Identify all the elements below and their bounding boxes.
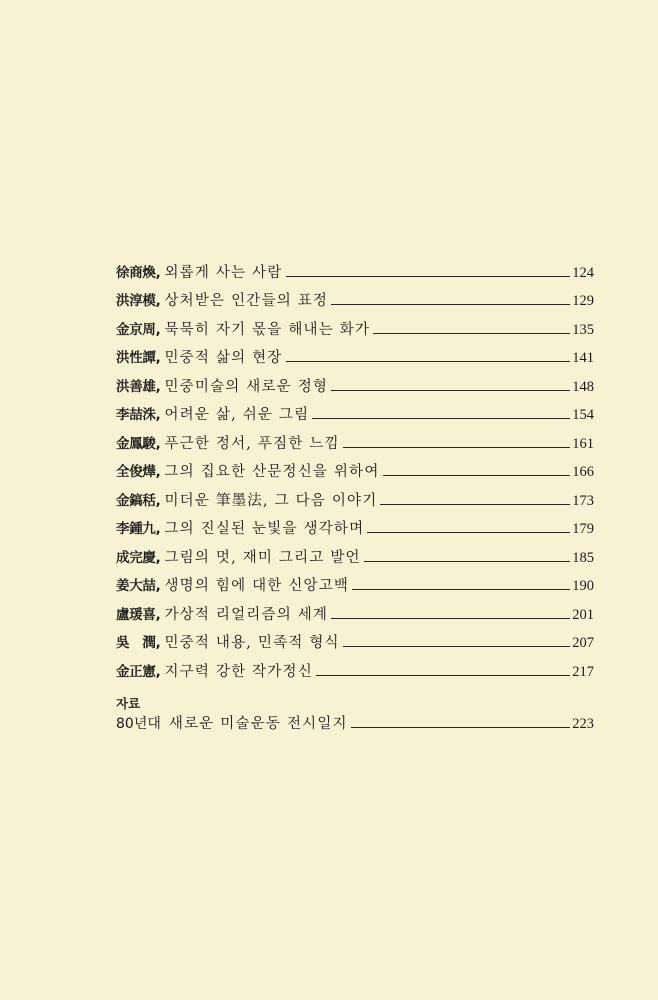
toc-entry[interactable] (116, 510, 594, 539)
page-number: 124 (572, 264, 594, 281)
toc-entry[interactable] (116, 453, 594, 482)
page-number: 207 (572, 635, 594, 651)
toc-entry[interactable] (116, 367, 594, 396)
essay-title: 묵묵히 자기 몫을 해내는 화가 (164, 321, 371, 338)
page-number: 161 (572, 435, 594, 452)
author-name: 徐商煥, (116, 264, 161, 281)
page-number: 135 (572, 321, 594, 338)
author-name: 李鍾九, (116, 521, 161, 537)
essay-title: 민중적 삶의 현장 (164, 350, 283, 366)
essay-title: 외롭게 사는 사람 (164, 264, 283, 281)
author-name: 洪淳模, (116, 293, 161, 309)
essay-title: 지구력 강한 작가정신 (164, 663, 313, 680)
page-number: 154 (572, 407, 594, 423)
page-number: 190 (572, 578, 594, 594)
toc-entry[interactable] (116, 624, 594, 653)
dot-leader (286, 361, 571, 362)
dot-leader (383, 475, 571, 476)
page-number: 129 (572, 293, 594, 309)
dot-leader (331, 304, 570, 305)
author-name: 吳 潤, (116, 635, 161, 651)
page-number: 179 (572, 521, 594, 537)
essay-title: 가상적 리얼리즘의 세계 (164, 606, 329, 623)
toc-entry[interactable] (116, 538, 594, 567)
dot-leader (312, 418, 570, 419)
toc-entry[interactable] (116, 567, 594, 596)
toc-entry[interactable] (116, 253, 594, 282)
essay-title: 미더운 筆墨法, 그 다음 이야기 (164, 492, 378, 509)
author-name: 姜大喆, (116, 578, 161, 594)
toc-entry[interactable] (116, 652, 594, 681)
toc-entry[interactable] (116, 481, 594, 510)
essay-title: 민중적 내용, 민족적 형식 (164, 635, 340, 651)
appendix-entry[interactable] (116, 711, 594, 733)
page-number: 166 (572, 464, 594, 480)
page-number: 223 (572, 716, 594, 732)
author-name: 洪善雄, (116, 378, 161, 395)
appendix-section (116, 697, 594, 733)
essay-title: 그림의 멋, 재미 그리고 발언 (164, 549, 361, 566)
toc-entry[interactable] (116, 310, 594, 339)
author-name: 金京周, (116, 321, 161, 338)
table-of-contents (116, 253, 594, 681)
dot-leader (364, 561, 570, 562)
appendix-label: 자료 (116, 696, 141, 711)
dot-leader (367, 532, 570, 533)
essay-title: 생명의 힘에 대한 신앙고백 (164, 578, 350, 594)
essay-title: 그의 진실된 눈빛을 생각하며 (164, 521, 365, 537)
dot-leader (343, 646, 571, 647)
essay-title: 그의 집요한 산문정신을 위하여 (164, 464, 380, 480)
essay-title: 어려운 삶, 쉬운 그림 (164, 407, 310, 423)
author-name: 洪性譚, (116, 350, 161, 366)
dot-leader (352, 589, 570, 590)
dot-leader (286, 276, 571, 277)
page-number: 173 (572, 492, 594, 509)
author-name: 金鳳駿, (116, 435, 161, 452)
page-number: 185 (572, 549, 594, 566)
page-number: 201 (572, 606, 594, 623)
author-name: 成完慶, (116, 549, 161, 566)
dot-leader (331, 618, 570, 619)
toc-entry[interactable] (116, 396, 594, 425)
author-name: 李喆洙, (116, 407, 161, 423)
essay-title: 상처받은 인간들의 표정 (164, 293, 329, 309)
author-name: 金正憲, (116, 663, 161, 680)
dot-leader (331, 390, 570, 391)
author-name: 盧瑗喜, (116, 606, 161, 623)
appendix-title: 새로운 미술운동 전시일지 (168, 716, 348, 732)
appendix-prefix: 80년대 (116, 716, 161, 732)
author-name: 金鎬秳, (116, 492, 161, 509)
toc-entry[interactable] (116, 424, 594, 453)
toc-entry[interactable] (116, 595, 594, 624)
dot-leader (373, 333, 570, 334)
toc-entry[interactable] (116, 282, 594, 311)
author-name: 全俊燁, (116, 464, 161, 480)
page-number: 148 (572, 378, 594, 395)
page-number: 217 (572, 663, 594, 680)
toc-entry[interactable] (116, 339, 594, 368)
dot-leader (380, 504, 570, 505)
page-number: 141 (572, 350, 594, 366)
dot-leader (343, 447, 571, 448)
dot-leader (351, 727, 570, 728)
essay-title: 민중미술의 새로운 정형 (164, 378, 329, 395)
dot-leader (316, 675, 570, 676)
essay-title: 푸근한 정서, 푸짐한 느낌 (164, 435, 340, 452)
